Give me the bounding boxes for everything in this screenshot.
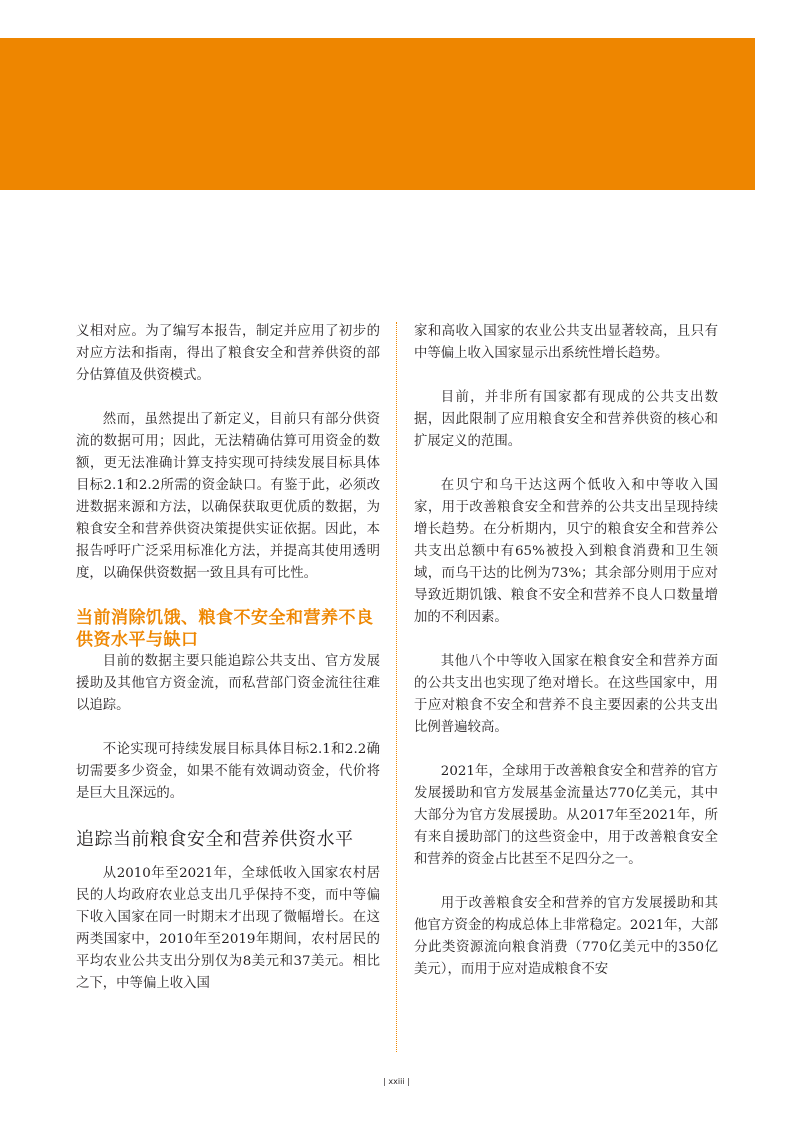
section-heading: 当前消除饥饿、粮食不安全和营养不良供资水平与缺口 xyxy=(76,608,374,650)
paragraph: 家和高收入国家的农业公共支出显著较高，且只有中等偏上收入国家显示出系统性增长趋势。 xyxy=(414,324,718,361)
page-number: | xxiii | xyxy=(383,1077,410,1086)
column-divider xyxy=(396,322,397,1052)
paragraph: 用于改善粮食安全和营养的官方发展援助和其他官方资金的构成总体上非常稳定。2021年，大部分此类资源流向粮食消费（770亿美元中的350亿美元），而用于应对造成粮食不安 xyxy=(414,896,718,977)
section-heading: 追踪当前粮食安全和营养供资水平 xyxy=(76,829,354,850)
right-column xyxy=(414,321,718,981)
orange-header-banner xyxy=(0,38,755,190)
paragraph: 从2010年至2021年，全球低收入国家农村居民的人均政府农业总支出几乎保持不变，而中等偏下收入国家在同一时期末才出现了微幅增长。在这两类国家中，2010年至2019年期间，农村居民的平均农业公共支出分别仅为8美元和37美元。相比之下，中等偏上收入国 xyxy=(76,866,380,991)
left-column xyxy=(76,321,380,995)
paragraph: 在贝宁和乌干达这两个低收入和中等收入国家，用于改善粮食安全和营养的公共支出呈现持续增长趋势。在分析期内，贝宁的粮食安全和营养公共支出总额中有65%被投入到粮食消费和卫生领域，而乌干达的比例为73%；其余部分则用于应对导致近期饥饿、粮食不安全和营养不良人口数量增加的不利因素。 xyxy=(414,478,718,625)
paragraph: 目前的数据主要只能追踪公共支出、官方发展援助及其他官方资金流，而私营部门资金流往往难以追踪。 xyxy=(76,654,380,713)
paragraph: 目前，并非所有国家都有现成的公共支出数据，因此限制了应用粮食安全和营养供资的核心和扩展定义的范围。 xyxy=(414,390,718,449)
paragraph: 然而，虽然提出了新定义，目前只有部分供资流的数据可用；因此，无法精确估算可用资金的数额，更无法准确计算支持实现可持续发展目标具体目标2.1和2.2所需的资金缺口。有鉴于此，必须改进数据来源和方法，以确保获取更优质的数据，为粮食安全和营养供资决策提供实证依据。因此，本报告呼吁广泛采用标准化方法，并提高其使用透明度，以确保供资数据一致且具有可比性。 xyxy=(76,412,380,581)
paragraph: 义相对应。为了编写本报告，制定并应用了初步的对应方法和指南，得出了粮食安全和营养供资的部分估算值及供资模式。 xyxy=(76,324,380,383)
paragraph: 2021年，全球用于改善粮食安全和营养的官方发展援助和官方发展基金流量达770亿美元，其中大部分为官方发展援助。从2017年至2021年，所有来自援助部门的这些资金中，用于改善粮食安全和营养的资金占比甚至不足四分之一。 xyxy=(414,764,718,867)
paragraph: 其他八个中等收入国家在粮食安全和营养方面的公共支出也实现了绝对增长。在这些国家中，用于应对粮食不安全和营养不良主要因素的公共支出比例普遍较高。 xyxy=(414,654,718,735)
paragraph: 不论实现可持续发展目标具体目标2.1和2.2确切需要多少资金，如果不能有效调动资金，代价将是巨大且深远的。 xyxy=(76,742,380,801)
